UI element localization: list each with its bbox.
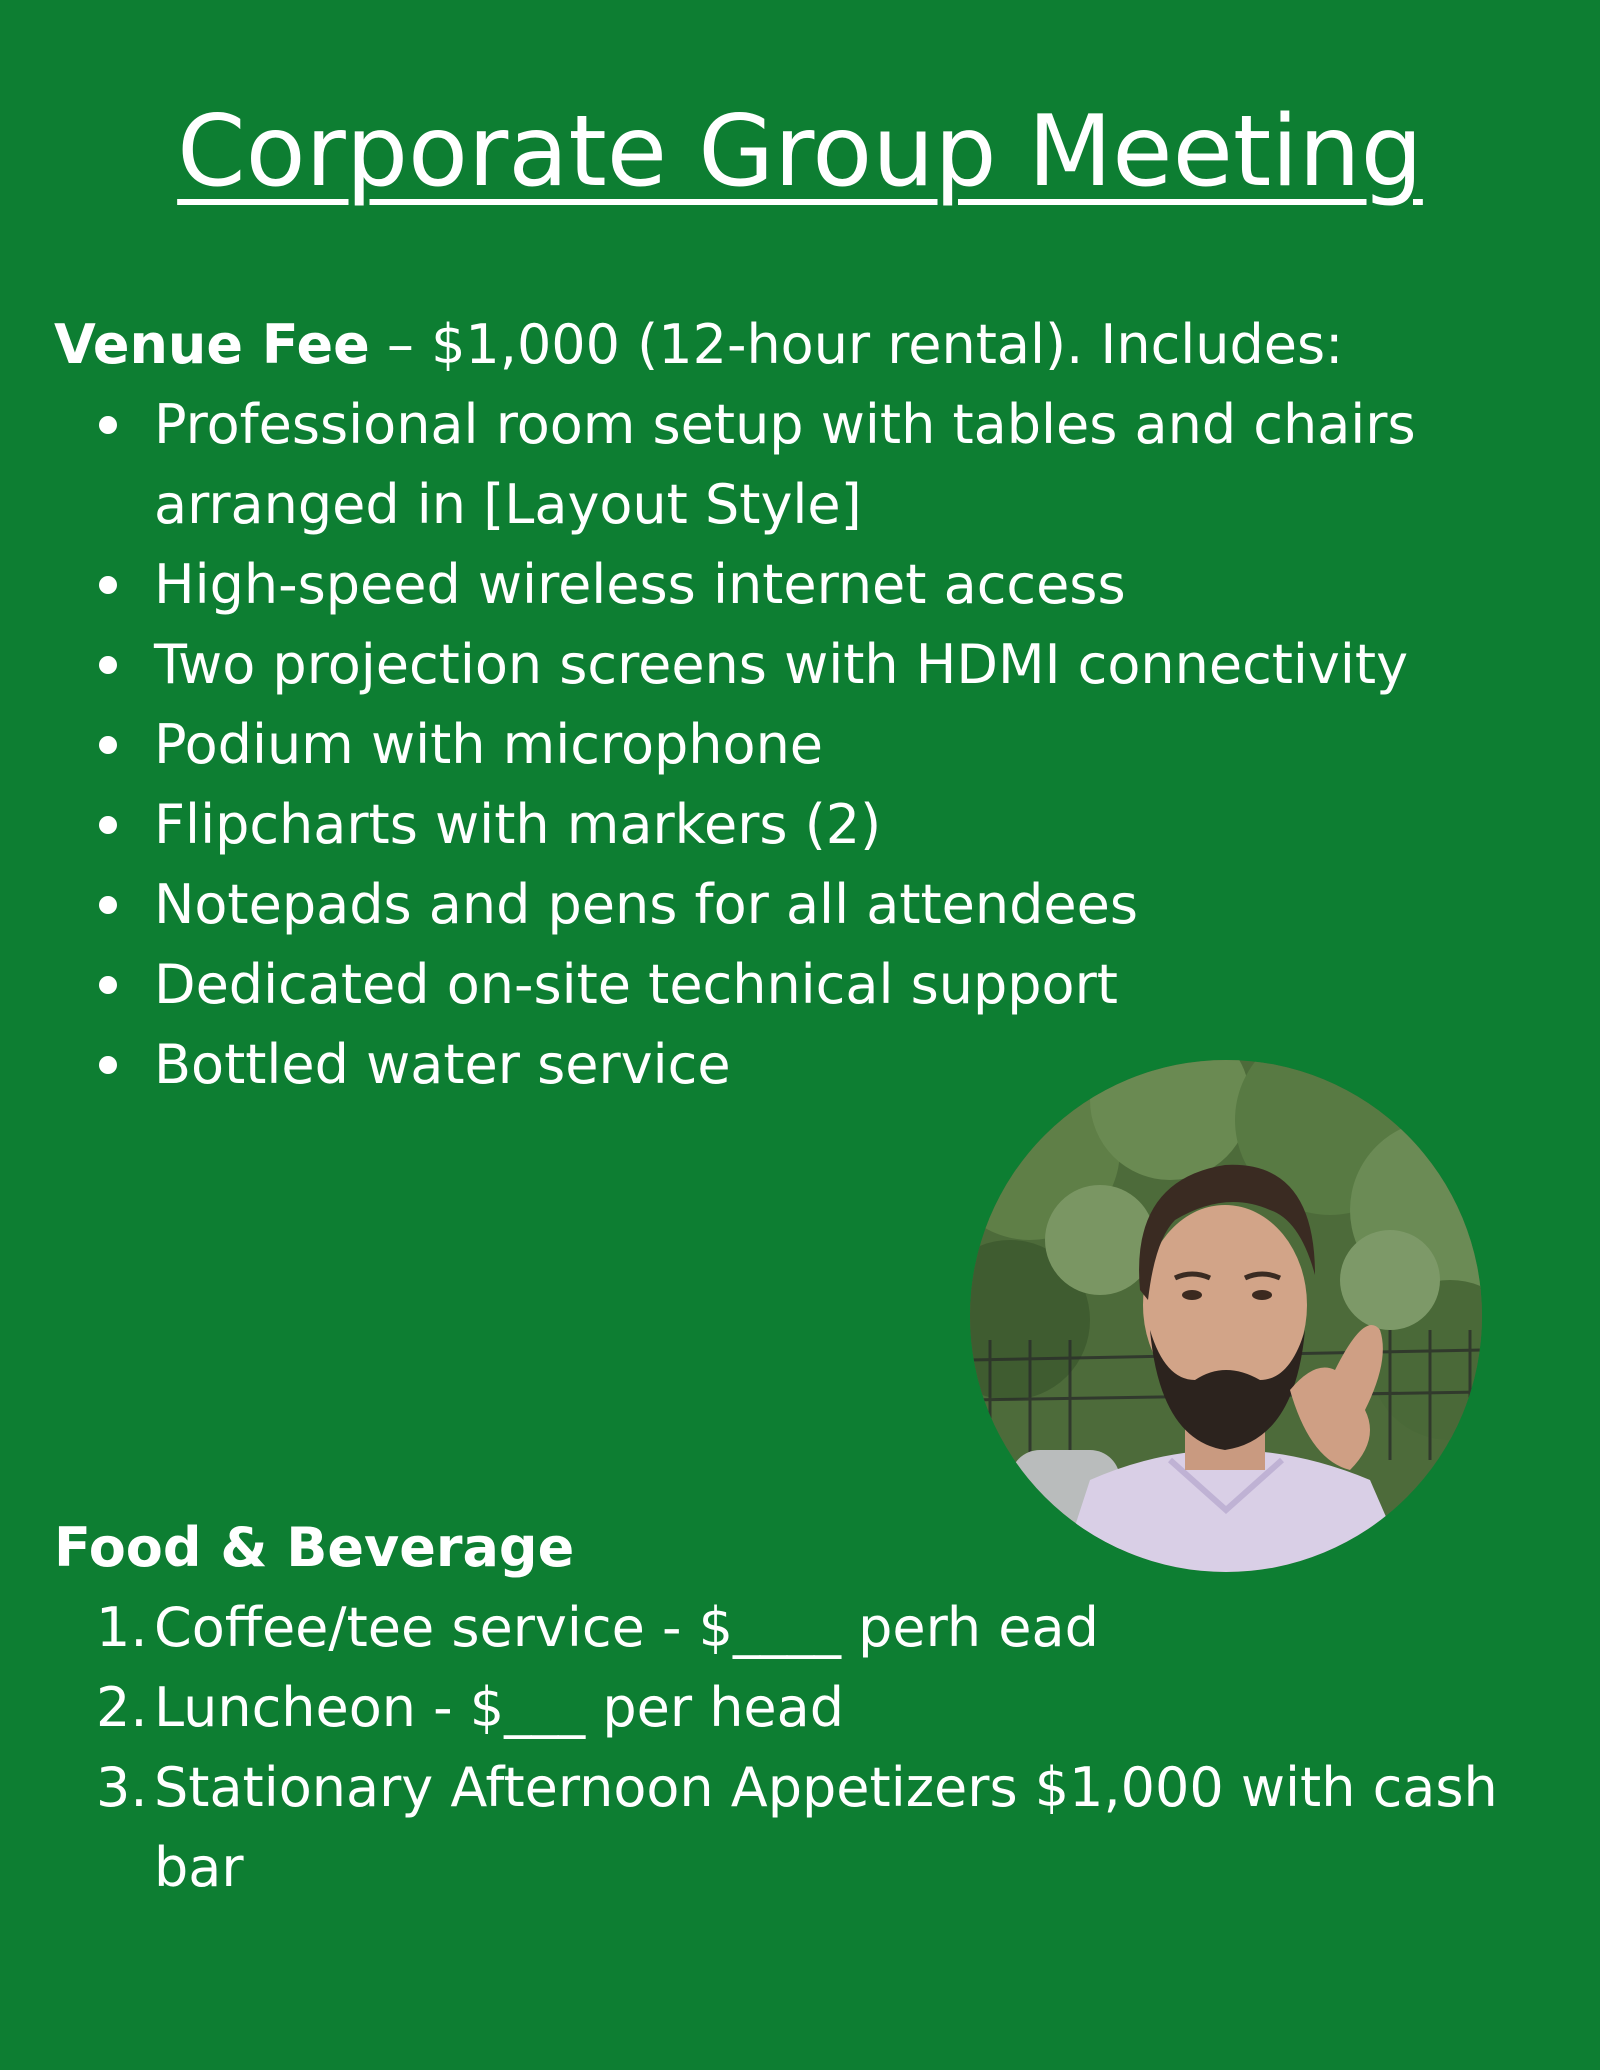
list-item-text: Notepads and pens for all attendees	[154, 873, 1138, 936]
list-item-text: Professional room setup with tables and chairs arranged in [Layout Style]	[154, 393, 1416, 536]
list-item	[54, 1588, 1554, 1668]
venue-includes-list	[54, 385, 1554, 1105]
list-item	[54, 705, 1554, 785]
venue-fee-details: – $1,000 (12-hour rental). Includes:	[369, 313, 1344, 376]
bullet-icon	[99, 816, 117, 834]
presenter-photo-illustration	[970, 1060, 1482, 1572]
list-item-text: Dedicated on-site technical support	[154, 953, 1118, 1016]
page-title	[0, 92, 1600, 212]
list-item	[54, 625, 1554, 705]
venue-fee-label: Venue Fee	[54, 313, 370, 376]
list-item-text: Flipcharts with markers (2)	[154, 793, 882, 856]
list-item-text: Stationary Afternoon Appetizers $1,000 with cash bar	[154, 1756, 1498, 1899]
presenter-photo	[970, 1060, 1482, 1572]
bullet-icon	[99, 1056, 117, 1074]
bullet-icon	[99, 976, 117, 994]
list-item-text: Two projection screens with HDMI connectivity	[154, 633, 1409, 696]
venue-fee-line	[54, 305, 1343, 385]
bullet-icon	[99, 656, 117, 674]
list-item	[54, 785, 1554, 865]
list-item-text: Luncheon - $___ per head	[154, 1676, 845, 1739]
list-item	[54, 945, 1554, 1025]
list-item-number: 1.	[96, 1596, 148, 1659]
list-item-text: Bottled water service	[154, 1033, 731, 1096]
list-item-text: High-speed wireless internet access	[154, 553, 1126, 616]
food-beverage-list	[54, 1588, 1554, 1908]
list-item	[54, 545, 1554, 625]
list-item	[54, 865, 1554, 945]
bullet-icon	[99, 896, 117, 914]
list-item-text: Coffee/tee service - $____ perh ead	[154, 1596, 1099, 1659]
list-item	[54, 385, 1554, 545]
list-item-number: 3.	[96, 1756, 148, 1819]
list-item	[54, 1748, 1554, 1908]
bullet-icon	[99, 416, 117, 434]
bullet-icon	[99, 576, 117, 594]
list-item	[54, 1668, 1554, 1748]
list-item-number: 2.	[96, 1676, 148, 1739]
bullet-icon	[99, 736, 117, 754]
food-beverage-heading: Food & Beverage	[54, 1516, 575, 1579]
page-title-text: Corporate Group Meeting	[177, 95, 1423, 209]
list-item-text: Podium with microphone	[154, 713, 824, 776]
